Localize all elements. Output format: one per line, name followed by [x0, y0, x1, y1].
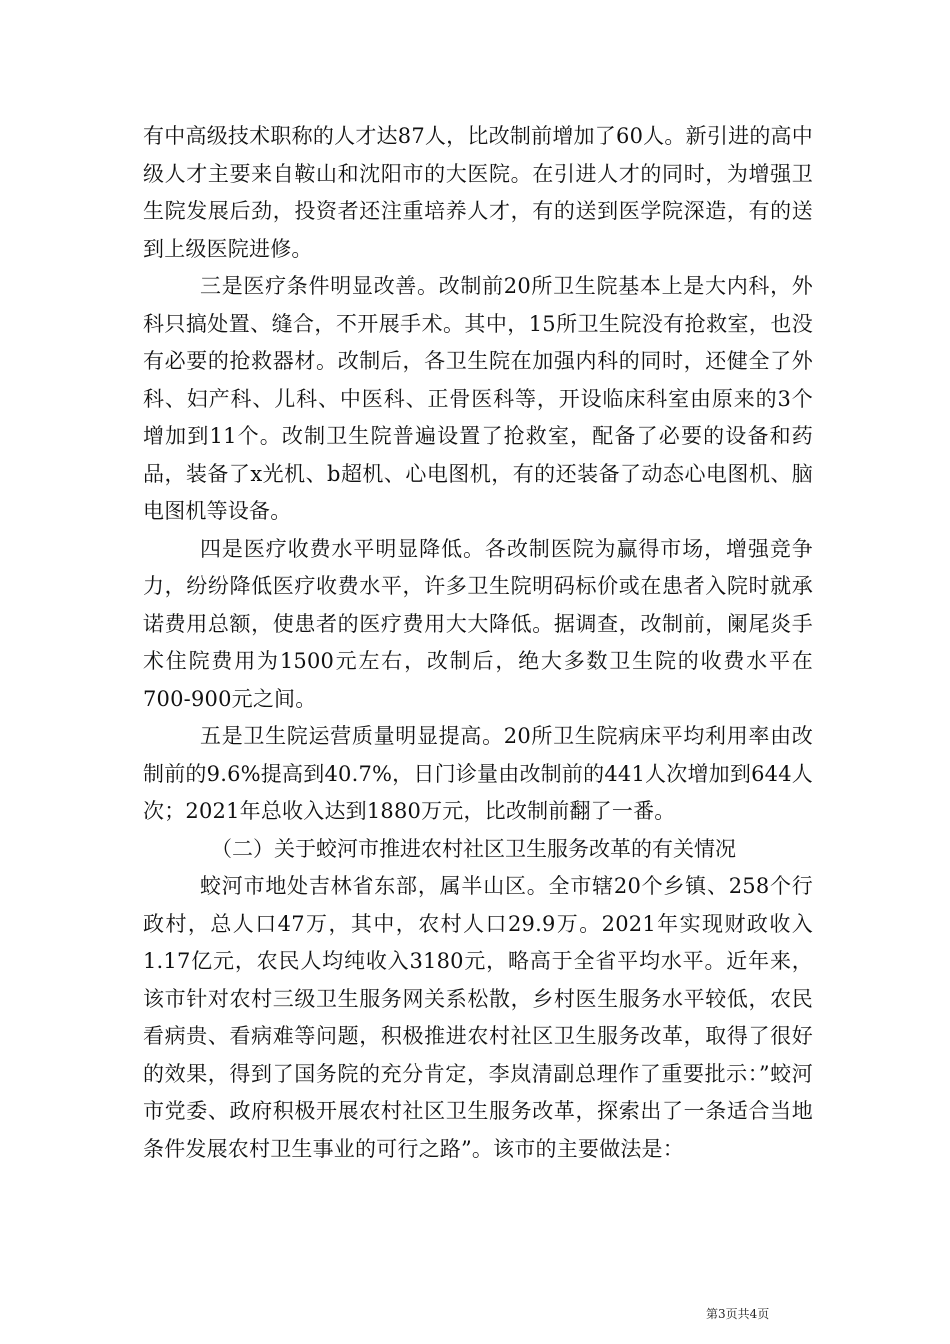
paragraph-medical-conditions: 三是医疗条件明显改善。改制前20所卫生院基本上是大内科，外科只搞处置、缝合，不开展手术。其中，15所卫生院没有抢救室，也没有必要的抢救器材。改制后，各卫生院在加强内科的同时，还健全了外科、妇产科、儿科、中医科、正骨医科等，开设临床科室由原来的3个增加到11个。改制卫生院普遍设置了抢救室，配备了必要的设备和药品，装备了x光机、b超机、心电图机，有的还装备了动态心电图机、脑电图机等设备。: [143, 274, 813, 523]
page-number: 第3页共4页: [706, 1307, 770, 1321]
paragraph-jiaohe: 蛟河市地处吉林省东部，属半山区。全市辖20个乡镇、258个行政村，总人口47万，其中，农村人口29.9万。2021年实现财政收入1.17亿元，农民人均纯收入3180元，略高于全省平均水平。近年来，该市针对农村三级卫生服务网关系松散，乡村医生服务水平较低，农民看病贵、看病难等问题，积极推进农村社区卫生服务改革，取得了很好的效果，得到了国务院的充分肯定，李岚清副总理作了重要批示：”蛟河市党委、政府积极开展农村社区卫生服务改革，探索出了一条适合当地条件发展农村卫生事业的可行之路”。该市的主要做法是：: [143, 874, 813, 1161]
paragraph-talent: 有中高级技术职称的人才达87人，比改制前增加了60人。新引进的高中级人才主要来自鞍山和沈阳市的大医院。在引进人才的同时，为增强卫生院发展后劲，投资者还注重培养人才，有的送到医学院深造，有的送到上级医院进修。: [143, 124, 813, 261]
paragraph-operations: 五是卫生院运营质量明显提高。20所卫生院病床平均利用率由改制前的9.6%提高到40.7%，日门诊量由改制前的441人次增加到644人次；2021年总收入达到1880万元，比改制前翻了一番。: [143, 724, 813, 823]
paragraph-fees: 四是医疗收费水平明显降低。各改制医院为赢得市场，增强竞争力，纷纷降低医疗收费水平，许多卫生院明码标价或在患者入院时就承诺费用总额，使患者的医疗费用大大降低。据调查，改制前，阑尾炎手术住院费用为1500元左右，改制后，绝大多数卫生院的收费水平在700-900元之间。: [143, 536, 813, 711]
document-body: [143, 118, 813, 1168]
section-heading: （二）关于蛟河市推进农村社区卫生服务改革的有关情况: [211, 836, 736, 861]
